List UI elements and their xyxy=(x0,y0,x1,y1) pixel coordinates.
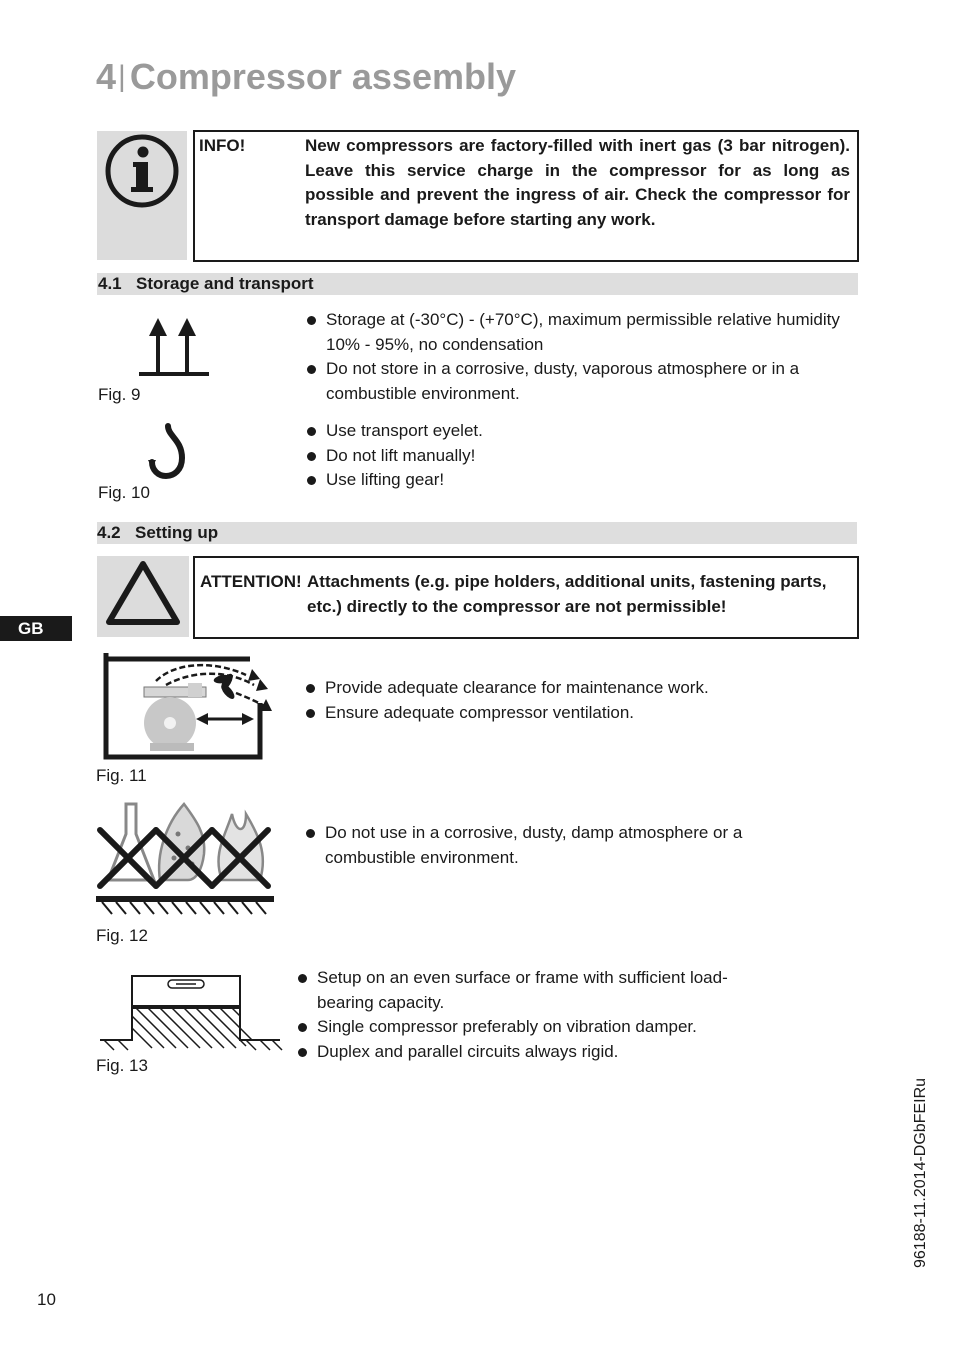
list-item: Single compressor preferably on vibration damper. xyxy=(297,1015,745,1040)
section-title: Setting up xyxy=(135,523,219,542)
list-item: Do not store in a corrosive, dusty, vaporous atmosphere or in a combustible environment. xyxy=(306,357,858,406)
section-number: 4.1 xyxy=(98,274,122,293)
bullet-list xyxy=(305,676,845,725)
list-item: Do not lift manually! xyxy=(306,444,858,469)
info-text: New compressors are factory-filled with inert gas (3 bar nitrogen). Leave this service charge in the compressor for as long as possible and prevent the ingress of air. Check the compressor for transport damage before starting any work. xyxy=(305,136,850,229)
attention-label: ATTENTION! xyxy=(200,572,302,591)
figure-caption: Fig. 12 xyxy=(96,926,148,945)
info-label: INFO! xyxy=(199,136,246,155)
info-icon-panel xyxy=(97,131,187,260)
warning-triangle-icon xyxy=(97,556,189,637)
list-item: Provide adequate clearance for maintenance work. xyxy=(305,676,845,701)
bullet-list xyxy=(306,419,858,493)
chapter-title: Compressor assembly xyxy=(129,56,517,97)
no-corrosive-dusty-combustible-icon xyxy=(96,794,274,916)
list-item: Ensure adequate compressor ventilation. xyxy=(305,701,845,726)
bullet-list xyxy=(305,821,757,870)
crane-hook-icon xyxy=(146,422,192,480)
compressor-clearance-ventilation-icon xyxy=(96,651,276,761)
list-item: Duplex and parallel circuits always rigid. xyxy=(297,1040,745,1065)
figure-caption: Fig. 9 xyxy=(98,385,141,404)
section-title: Storage and transport xyxy=(136,274,314,293)
figure-caption: Fig. 11 xyxy=(96,766,147,785)
info-icon xyxy=(97,131,187,260)
section-number: 4.2 xyxy=(97,523,121,542)
this-way-up-arrows-icon xyxy=(136,316,212,380)
section-header-setting-up xyxy=(97,522,857,544)
spirit-level-foundation-icon xyxy=(96,972,284,1054)
document-number: 96188-11.2014-DGbFEIRu xyxy=(912,1077,929,1268)
attention-text: Attachments (e.g. pipe holders, additional units, fastening parts, etc.) directly to the compressor are not permissible! xyxy=(307,572,827,616)
list-item: Do not use in a corrosive, dusty, damp atmosphere or a combustible environment. xyxy=(305,821,757,870)
section-header-storage xyxy=(97,273,858,295)
list-item: Use transport eyelet. xyxy=(306,419,858,444)
list-item: Use lifting gear! xyxy=(306,468,858,493)
language-tab: GB xyxy=(0,616,72,641)
figure-caption: Fig. 10 xyxy=(98,483,150,502)
figure-caption: Fig. 13 xyxy=(96,1056,148,1075)
page-number: 10 xyxy=(37,1290,56,1309)
page-title: 4| Compressor assembly xyxy=(96,56,517,97)
bullet-list xyxy=(297,966,745,1064)
bullet-list xyxy=(306,308,858,406)
warning-icon-panel xyxy=(97,556,189,637)
chapter-number: 4 xyxy=(96,56,117,97)
list-item: Storage at (-30°C) - (+70°C), maximum permissible relative humidity 10% - 95%, no condensation xyxy=(306,308,858,357)
list-item: Setup on an even surface or frame with sufficient load-bearing capacity. xyxy=(297,966,745,1015)
